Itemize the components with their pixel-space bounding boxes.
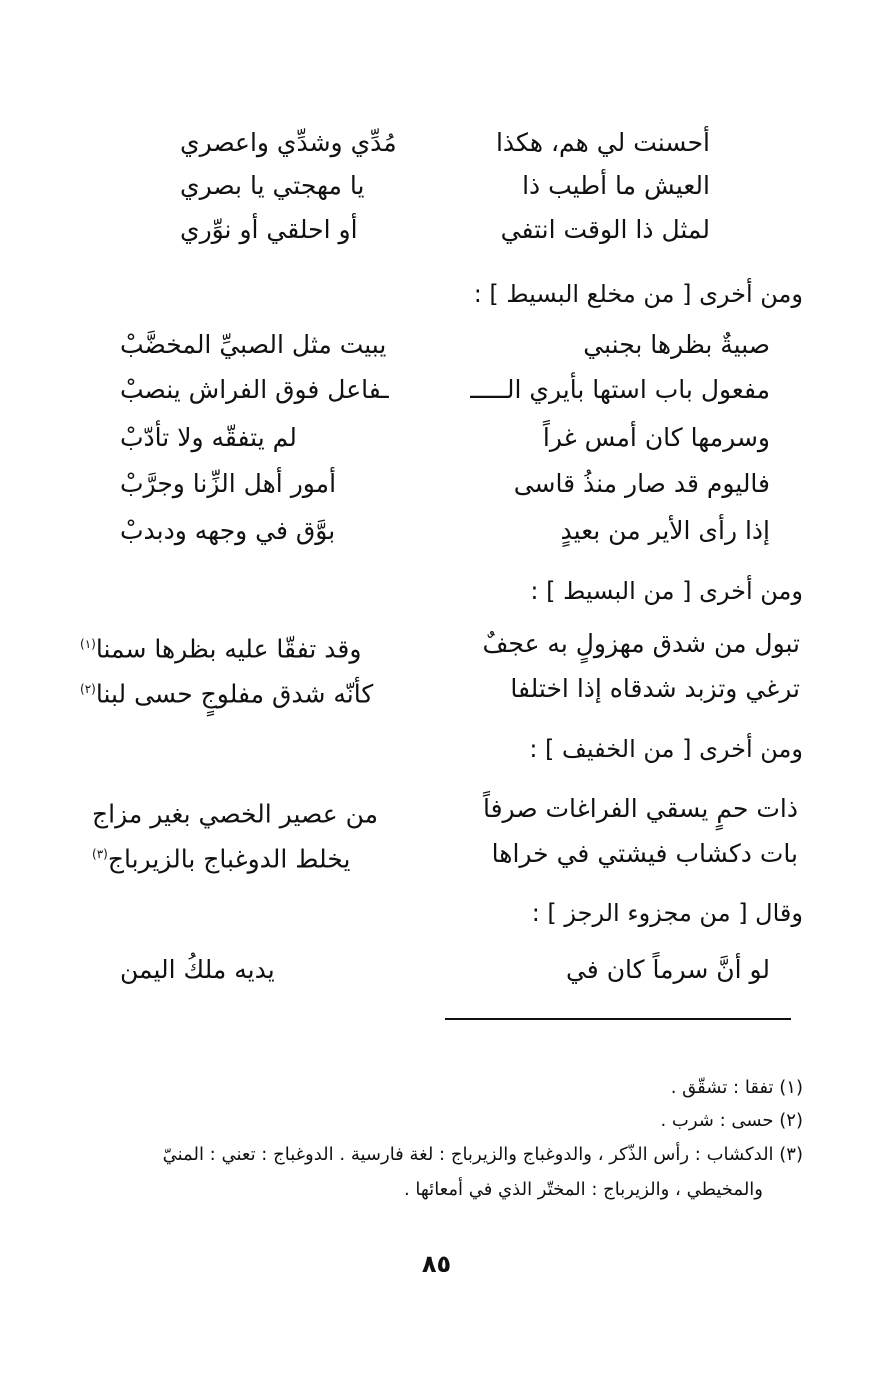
verse-line: [120, 418, 770, 458]
verse-first-hemistich: مفعول باب استها بأيري الـــــ: [470, 375, 770, 404]
footnote-marker: (٢): [80, 682, 96, 696]
verse-line: [120, 370, 770, 410]
verse-first-hemistich: تبول من شدق مهزولٍ به عجفٌ: [482, 629, 800, 658]
verse-line: [180, 123, 710, 163]
verse-line: [120, 950, 770, 990]
verse-second-hemistich: يا مهجتي يا بصري: [180, 171, 365, 200]
footnote-separator: [445, 1018, 791, 1020]
verse-first-hemistich: فاليوم قد صار منذُ قاسى: [513, 469, 770, 498]
verse-second-hemistich: لم يتفقّه ولا تأدّبْ: [120, 423, 297, 452]
verse-first-hemistich: بات دكشاب فيشتي في خراها: [491, 839, 798, 868]
verse-second-hemistich: أو احلقي أو نوِّري: [180, 215, 358, 244]
verse-line: [80, 624, 800, 664]
footnote-marker: (١): [80, 637, 96, 651]
verse-line: [92, 834, 798, 874]
verse-first-hemistich: لمثل ذا الوقت انتفي: [500, 215, 710, 244]
footnote: (٢) حسى : شرب .: [660, 1110, 803, 1131]
hemistich-text: وقد تفقّا عليه بظرها سمنا: [95, 634, 362, 664]
verse-second-hemistich: يبيت مثل الصبيِّ المخضَّبْ: [120, 330, 387, 359]
verse-line: [120, 511, 770, 551]
verse-line: [120, 325, 770, 365]
poem-introduction: وقال [ من مجزوء الرجز ] :: [531, 899, 803, 927]
page-number: ٨٥: [421, 1250, 452, 1278]
verse-first-hemistich: ترغي وتزبد شدقاه إذا اختلفا: [510, 674, 800, 703]
poem-introduction: ومن أخرى [ من الخفيف ] :: [529, 735, 803, 763]
verse-line: [180, 210, 710, 250]
verse-first-hemistich: لو أنَّ سرماً كان في: [565, 955, 770, 984]
verse-first-hemistich: العيش ما أطيب ذا: [522, 171, 710, 200]
verse-first-hemistich: إذا رأى الأير من بعيدٍ: [560, 516, 770, 545]
verse-first-hemistich: صبيةٌ بظرها بجنبي: [583, 330, 770, 359]
verse-second-hemistich: [92, 834, 350, 879]
verse-second-hemistich: [80, 669, 373, 714]
footnote-marker: (٣): [92, 847, 108, 861]
verse-line: [120, 464, 770, 504]
hemistich-text: يخلط الدوغباج بالزيرباج: [107, 844, 351, 874]
hemistich-text: كأنّه شدق مفلوجٍ حسى لبنا: [95, 679, 374, 709]
verse-second-hemistich: يديه ملكُ اليمن: [120, 955, 275, 984]
verse-second-hemistich: مُدِّي وشدِّي واعصري: [180, 128, 397, 157]
verse-first-hemistich: أحسنت لي هم، هكذا: [495, 128, 710, 157]
verse-line: [180, 166, 710, 206]
hemistich-text: من عصير الخصي بغير مزاج: [92, 799, 378, 829]
verse-second-hemistich: [92, 789, 378, 834]
verse-second-hemistich: أمور أهل الزِّنا وجرَّبْ: [120, 469, 337, 498]
footnote-continuation: والمخيطي ، والزيرباج : المختّر الذي في أمعائها .: [403, 1179, 763, 1200]
verse-first-hemistich: ذات حمٍ يسقي الفراغات صرفاً: [482, 794, 798, 823]
poem-introduction: ومن أخرى [ من البسيط ] :: [530, 577, 803, 605]
verse-second-hemistich: [80, 624, 361, 669]
verse-second-hemistich: ـفاعل فوق الفراش ينصبْ: [120, 375, 389, 404]
verse-line: [92, 789, 798, 829]
poem-introduction: ومن أخرى [ من مخلع البسيط ] :: [473, 280, 803, 308]
verse-first-hemistich: وسرمها كان أمس غراً: [542, 423, 770, 452]
verse-second-hemistich: بوَّق في وجهه ودبدبْ: [120, 516, 336, 545]
footnote: (٣) الدكشاب : رأس الذّكر ، والدوغباج والزيرباج : لغة فارسية . الدوغباج : تعني : المنيّ: [162, 1144, 803, 1165]
verse-line: [80, 669, 800, 709]
footnote: (١) تفقا : تشقّق .: [670, 1077, 803, 1098]
